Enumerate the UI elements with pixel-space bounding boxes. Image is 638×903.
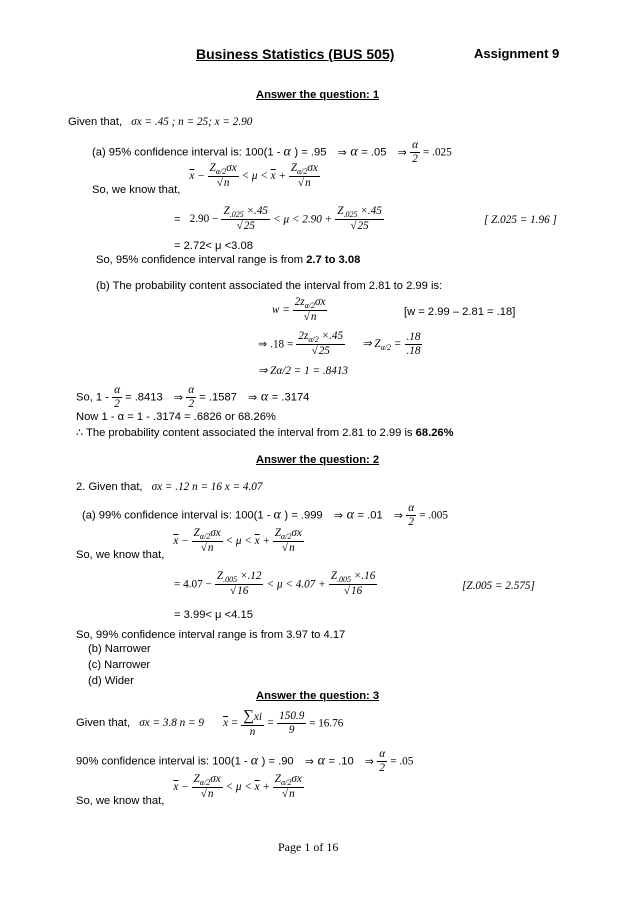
- q3-mean-value: = 16.76: [309, 717, 344, 730]
- q1-given-values: σx = .45 ; n = 25; x = 2.90: [131, 116, 253, 128]
- q1-so-val1: = .8413: [125, 391, 163, 404]
- q1-a-mid: ) = .95: [294, 146, 327, 159]
- q2-given-label: 2. Given that,: [76, 481, 143, 493]
- q3-given: Given that, σx = 3.8 n = 9 $\overline{x}$ = $\frac{\sum xi}{n}$ = $\frac{150.9}{9}$ = 16.76: [76, 708, 344, 739]
- q1-heading: Answer the question: 1: [256, 89, 380, 101]
- q2-a-half: = .005: [419, 509, 448, 522]
- q3-ci: 90% confidence interval is: 100(1 - α ) = .90 ⇒ α = .10 ⇒ $\frac{\alpha}{2}$ = .05: [76, 748, 414, 774]
- q1-z-note: [ Z.025 = 1.96 ]: [484, 214, 557, 226]
- q2-part-b: (b) Narrower: [88, 643, 151, 655]
- q1-range-val: 2.7 to 3.08: [306, 254, 361, 266]
- q1-so-text: So, 1 -: [76, 391, 109, 404]
- q2-a-label: (a) 99% confidence interval is: 100(1 -: [82, 509, 271, 522]
- q2-calc-mid: < μ < 4.07 +: [266, 578, 326, 591]
- q1-calc: = 2.90 − $\frac{Z_{.025} \times.45}{√25}$ < μ < 2.90 + $\frac{Z_{.025} \times.45}{√25}$: [174, 205, 382, 233]
- q1-w-formula: w = $\frac{2z_{\alpha/2}\sigma x}{√n}$: [272, 296, 326, 324]
- q1-know-label: So, we know that,: [92, 184, 181, 197]
- q1-calc-mid: < μ < 2.90 +: [273, 213, 333, 226]
- q2-calc: = 4.07 − $\frac{Z_{.005} \times.12}{√16}$ < μ < 4.07 + $\frac{Z_{.005} \times.16}{√16}$: [174, 570, 376, 598]
- q1-know-that: So, we know that, $\overline{x}$ − $\frac{Z_{\alpha/2}\sigma x}{√n}$ < $\mu < \overline{x}$ + $\frac{Z_{\alpha/2}\sigma x}{√n}$: [92, 162, 318, 197]
- q2-a-alpha: = .01: [357, 509, 383, 522]
- q1-part-b: (b) The probability content associated the interval from 2.81 to 2.99 is:: [96, 280, 443, 292]
- q2-know-label: So, we know that,: [76, 549, 165, 562]
- q3-heading: Answer the question: 3: [256, 690, 380, 702]
- q2-a-mid: ) = .999: [284, 509, 323, 522]
- q1-given: [68, 116, 252, 128]
- q1-calc-left: 2.90 −: [189, 213, 219, 226]
- q3-given-values: σx = 3.8 n = 9: [139, 717, 204, 730]
- q3-ci-mid: ) = .90: [261, 755, 294, 768]
- q2-z-note: [Z.005 = 2.575]: [462, 580, 535, 592]
- q3-know-that: So, we know that, $\overline{x}$ − $\frac{Z_{\alpha/2}\sigma x}{√n}$ < $\mu < \overline{x}$ + $\frac{Z_{\alpha/2}\sigma x}{√n}$: [76, 773, 302, 808]
- q1-a-alpha: = .05: [361, 146, 387, 159]
- q1-given-label: Given that,: [68, 116, 123, 128]
- q2-given-values: σx = .12 n = 16 x = 4.07: [151, 481, 263, 493]
- q1-so-val2: = .1587: [199, 391, 237, 404]
- q1-b-eq2: ⇒ Zα/2 = 1 = .8413: [258, 365, 349, 377]
- q1-b-eq1: ⇒ .18 = $\frac{2z_{\alpha/2} \times.45}{√25}$ ⇒ $Z_{\alpha/2}$ = $\frac{.18}{.18}$: [258, 330, 421, 358]
- q1-range-text: So, 95% confidence interval range is from: [96, 254, 307, 266]
- q1-calc-eq: =: [174, 213, 181, 226]
- q2-given: [76, 481, 262, 493]
- q1-conclusion-val: 68.26%: [415, 427, 454, 439]
- q1-conclusion-text: The probability content associated the interval from 2.81 to 2.99 is: [86, 427, 416, 439]
- q1-b-eq1-left: ⇒ .18 =: [258, 338, 294, 351]
- q3-given-label: Given that,: [76, 717, 131, 730]
- q3-ci-half: = .05: [390, 755, 414, 768]
- q1-now: Now 1 - α = 1 - .3174 = .6826 or 68.26%: [76, 411, 276, 423]
- assignment-label: Assignment 9: [474, 46, 560, 61]
- q1-a-label: (a) 95% confidence interval is: 100(1 -: [92, 146, 281, 159]
- q1-w-note: [w = 2.99 – 2.81 = .18]: [404, 306, 516, 318]
- q2-know-that: So, we know that, $\overline{x}$ − $\frac{Z_{\alpha/2}\sigma x}{√n}$ < $\mu < \overline{x}$ + $\frac{Z_{\alpha/2}\sigma x}{√n}$: [76, 527, 302, 562]
- document-title: Business Statistics (BUS 505): [196, 46, 395, 62]
- q3-ci-alpha: = .10: [328, 755, 354, 768]
- q2-part-c: (c) Narrower: [88, 659, 151, 671]
- q3-ci-label: 90% confidence interval is: 100(1 -: [76, 755, 248, 768]
- page-number: Page 1 of 16: [278, 840, 339, 854]
- q1-a-half: = .025: [423, 146, 452, 159]
- q2-range: So, 99% confidence interval range is from 3.97 to 4.17: [76, 629, 346, 641]
- q3-know-label: So, we know that,: [76, 795, 165, 808]
- q1-so: So, 1 - $\frac{\alpha}{2}$ = .8413 ⇒ $\frac{\alpha}{2}$ = .1587 ⇒ α = .3174: [76, 384, 310, 410]
- q1-range: [96, 254, 360, 266]
- q2-result: = 3.99< μ <4.15: [174, 609, 253, 621]
- q2-calc-left: = 4.07 −: [174, 578, 212, 591]
- q1-result: = 2.72< μ <3.08: [174, 240, 253, 252]
- q2-part-a: (a) 99% confidence interval is: 100(1 - α ) = .999 ⇒ α = .01 ⇒ $\frac{\alpha}{2}$ = .005: [82, 502, 448, 528]
- q1-so-val3: = .3174: [271, 391, 310, 404]
- q1-conclusion: ∴ The probability content associated the interval from 2.81 to 2.99 is 68.26%: [76, 427, 454, 439]
- q2-part-d: (d) Wider: [88, 675, 134, 687]
- q1-part-a: (a) 95% confidence interval is: 100(1 - α ) = .95 ⇒ α = .05 ⇒ $\frac{\alpha}{2}$ = .025: [92, 139, 452, 165]
- q2-heading: Answer the question: 2: [256, 454, 380, 466]
